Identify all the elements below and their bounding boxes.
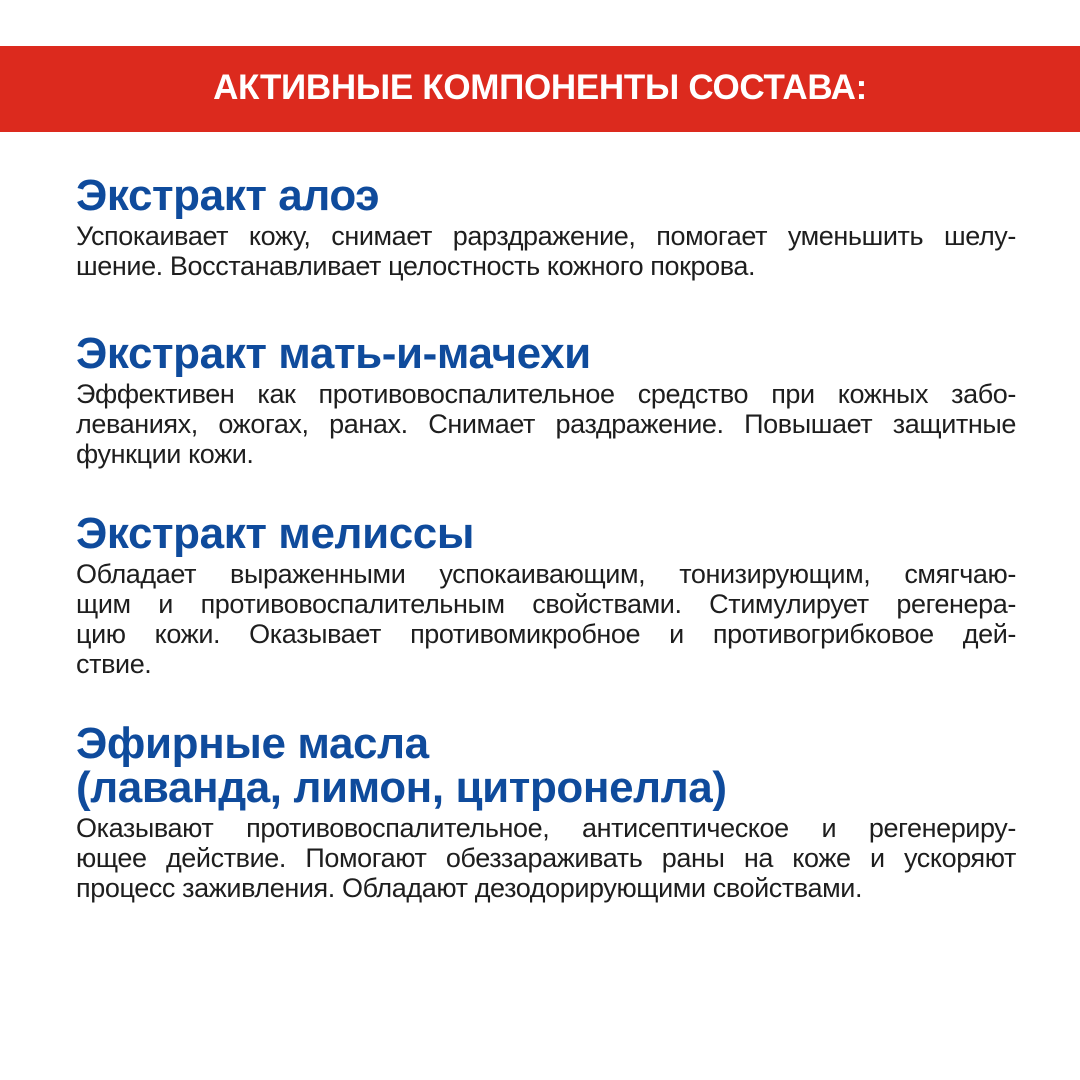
ingredient-description [76, 813, 1016, 903]
ingredient-section-essential-oils [76, 719, 1016, 903]
ingredient-description [76, 559, 1016, 679]
description-line: Эффективен как противовоспалительное средство при кожных забо- [76, 379, 1016, 409]
description-line: Оказывают противовоспалительное, антисептическое и регенериру- [76, 813, 1016, 843]
ingredient-section-coltsfoot [76, 329, 1016, 469]
ingredient-heading-line: Экстракт мать-и-мачехи [76, 329, 591, 378]
description-line: цию кожи. Оказывает противомикробное и противогрибковое дей- [76, 619, 1016, 649]
ingredient-heading-line: Экстракт алоэ [76, 171, 380, 220]
ingredient-section-aloe [76, 171, 1016, 281]
banner-title: АКТИВНЫЕ КОМПОНЕНТЫ СОСТАВА: [213, 68, 867, 107]
description-line: леваниях, ожогах, ранах. Снимает раздражение. Повышает защитные [76, 409, 1016, 439]
ingredient-description [76, 221, 1016, 281]
description-line: Успокаивает кожу, снимает рарздражение, помогает уменьшить шелу- [76, 221, 1016, 251]
description-line: щим и противовоспалительным свойствами. Стимулирует регенера- [76, 589, 1016, 619]
ingredient-heading [76, 171, 1016, 220]
description-line: Обладает выраженными успокаивающим, тонизирующим, смягчаю- [76, 559, 1016, 589]
ingredient-description [76, 379, 1016, 469]
header-banner [0, 46, 1080, 132]
ingredient-heading [76, 509, 1016, 558]
ingredient-heading-line: Эфирные масла [76, 719, 429, 768]
ingredient-section-melissa [76, 509, 1016, 679]
description-line: функции кожи. [76, 439, 254, 469]
description-line: процесс заживления. Обладают дезодорирующими свойствами. [76, 873, 863, 903]
description-line: ющее действие. Помогают обеззараживать раны на коже и ускоряют [76, 843, 1016, 873]
ingredient-heading [76, 329, 1016, 378]
ingredient-heading-line: (лаванда, лимон, цитронелла) [76, 763, 727, 812]
description-line: ствие. [76, 649, 152, 679]
description-line: шение. Восстанавливает целостность кожного покрова. [76, 251, 756, 281]
ingredient-heading [76, 719, 1016, 812]
ingredient-heading-line: Экстракт мелиссы [76, 509, 475, 558]
